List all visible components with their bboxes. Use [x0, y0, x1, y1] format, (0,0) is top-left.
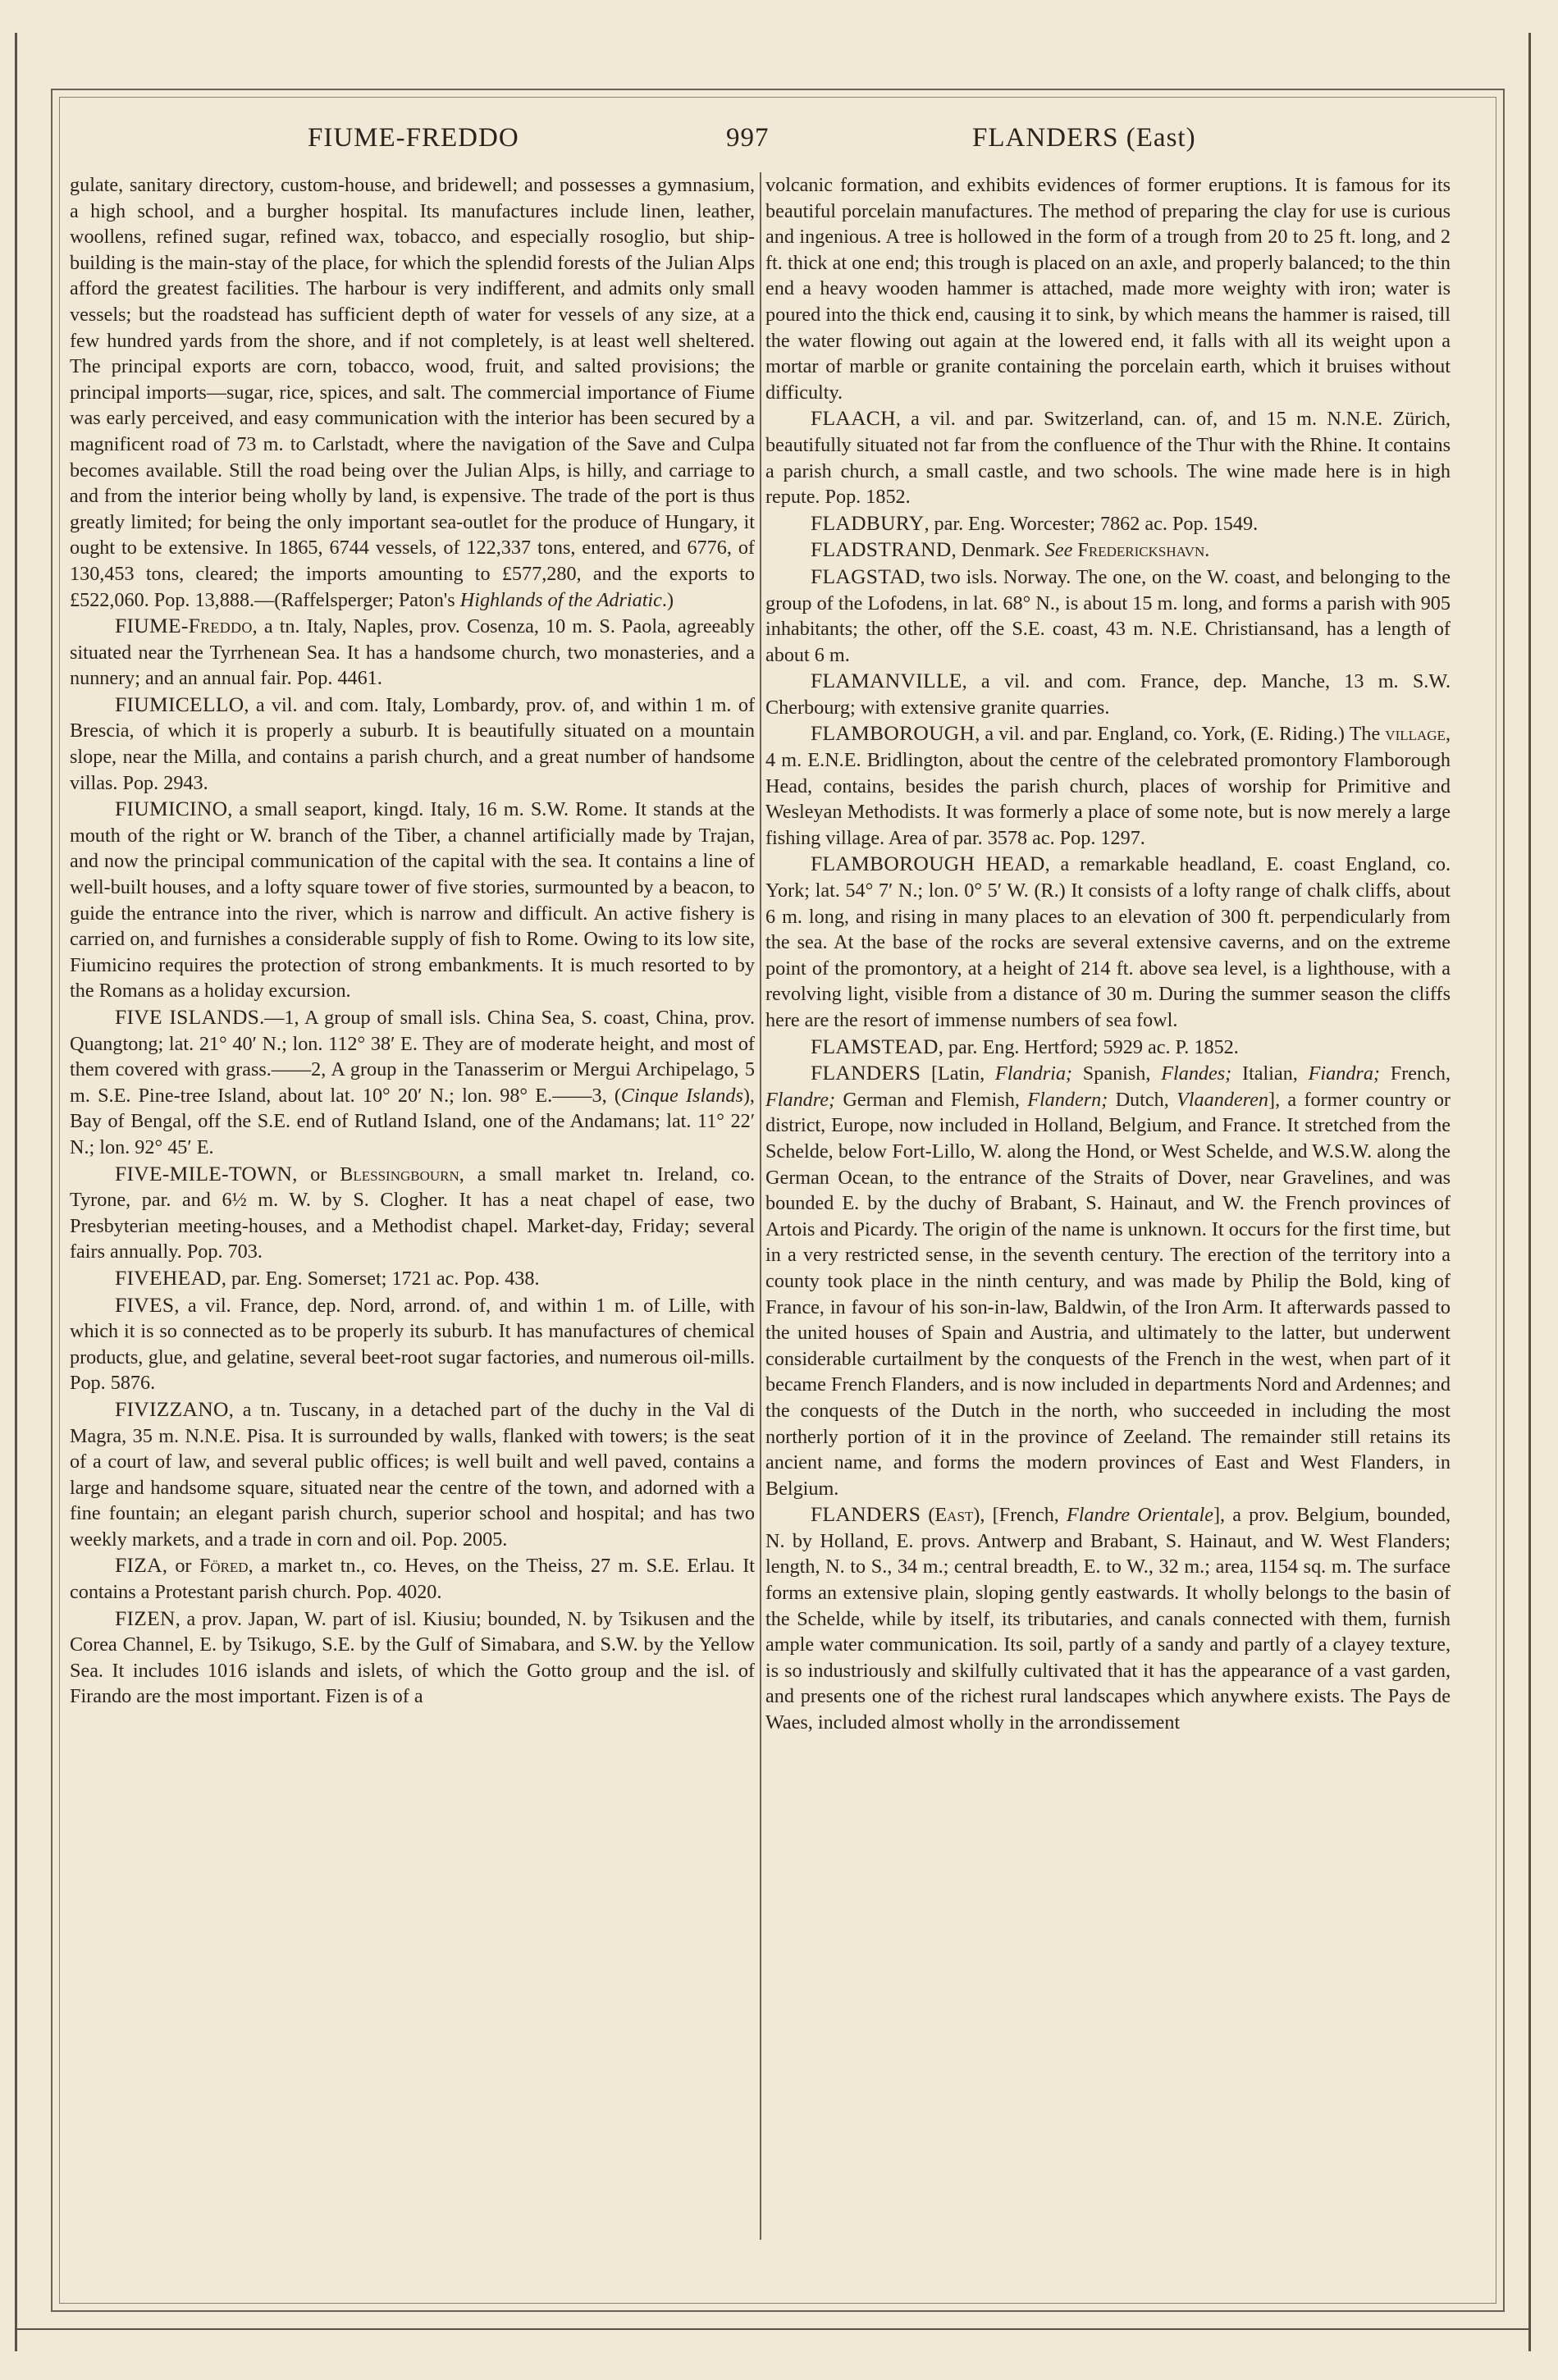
- headword: FLANDERS: [811, 1061, 921, 1085]
- headword: FLAACH: [811, 406, 896, 431]
- entry-fladstrand: FLADSTRAND, Denmark. See Frederickshavn.: [811, 537, 1210, 562]
- entry-flagstad: FLAGSTAD, two isls. Norway. The one, on the W. coast, and belonging to the group of the Lofodens, in lat. 68° N., is about 15 m. long, and forms a parish with 905 inhabitants; the other, off the S.E. coast, 43 m. N.E. Christiansand, has a length of about 6 m.: [765, 564, 1451, 666]
- entry-five-islands: FIVE ISLANDS.—1, A group of small isls. China Sea, S. coast, China, prov. Quangtong; lat. 21° 40′ N.; lon. 112° 38′ E. They are of moderate height, and most of them covered with grass.——2, A group in the Tanasserim or Mergui Archipelago, 5 m. S.E. Pine-tree Island, about lat. 10° 20′ N.; lon. 98° E.——3, (Cinque Islands), Bay of Bengal, off the S.E. end of Rutland Island, one of the Andamans; lat. 11° 22′ N.; lon. 92° 45′ E.: [70, 1005, 755, 1158]
- continued-paragraph: gulate, sanitary directory, custom-house, and bridewell; and possesses a gymnasium, a high school, and a burgher hospital. Its manufactures include linen, leather, woollens, refined sugar, refined wax, tobacco, and especially rosoglio, but ship-building is the main-stay of the place, for which the splendid forests of the Julian Alps afford the greatest facilities. The harbour is very indifferent, and admits only small vessels; but the roadstead has sufficient depth of water for vessels of any size, at a few hundred yards from the shore, and if not completely, is at least well sheltered. The principal exports are corn, tobacco, wood, fruit, and salted provisions; the principal imports—sugar, rice, spices, and salt. The commercial importance of Fiume was early perceived, and easy communication with the interior has been secured by a magnificent road of 73 m. to Carlstadt, where the navigation of the Save and Culpa becomes available. Still the road being over the Julian Alps, is hilly, and carriage to and from the interior being wholly by land, is expensive. The trade of the port is thus greatly limited; for being the only important sea-outlet for the produce of Hungary, it ought to be extensive. In 1865, 6744 vessels, of 122,337 tons, entered, and 6776, of 130,453 tons, cleared; the imports amounting to £577,280, and the exports to £522,060. Pop. 13,888.—(Raffelsperger; Paton's Highlands of the Adriatic.): [70, 174, 755, 611]
- headword: FLADBURY: [811, 510, 925, 535]
- entry-fiume-freddo: FIUME-Freddo, a tn. Italy, Naples, prov. Cosenza, 10 m. S. Paola, agreeably situated near the Tyrrhenean Sea. It has a handsome church, two monasteries, and a nunnery; and an annual fair. Pop. 4461.: [70, 614, 755, 690]
- bottom-rule: [15, 2328, 1531, 2330]
- headword: FIUMICINO: [115, 797, 228, 821]
- entry-fiza: FIZA, or Föred, a market tn., co. Heves, on the Theiss, 27 m. S.E. Erlau. It contains a Protestant parish church. Pop. 4020.: [70, 1553, 755, 1604]
- continued-paragraph: volcanic formation, and exhibits evidences of former eruptions. It is famous for its beautiful porcelain manufactures. The method of preparing the clay for use is curious and ingenious. A tree is hollowed in the form of a trough from 20 to 25 ft. long, and 2 ft. thick at one end; this trough is placed on an axle, and properly balanced; to the thin end a heavy wooden hammer is attached, made more weighty with iron; water is poured into the thick end, causing it to sink, by which means the hammer is raised, till the water flowing out again at the lowered end, it falls with all its weight upon a mortar of marble or granite containing the porcelain earth, which it bruises without difficulty.: [765, 174, 1451, 404]
- headword: FIVE-MILE-TOWN: [115, 1161, 293, 1185]
- entry-fives: FIVES, a vil. France, dep. Nord, arrond. of, and within 1 m. of Lille, with which it is so connected as to be properly its suburb. It has manufactures of chemical products, glue, and gelatine, several beet-root sugar factories, and numerous oil-mills. Pop. 5876.: [70, 1292, 755, 1395]
- entry-flanders: FLANDERS [Latin, Flandria; Spanish, Flandes; Italian, Fiandra; French, Flandre; German and Flemish, Flandern; Dutch, Vlaanderen], a former country or district, Europe, now included in Holland, Belgium, and France. It stretched from the Schelde, below Fort-Lillo, W. along the Hond, or West Schelde, and W.S.W. along the German Ocean, to the entrance of the Straits of Dover, near Gravelines, and was bounded E. by the duchy of Brabant, S. Hainaut, and W. the French provinces of Artois and Picardy. The origin of the name is unknown. It occurs for the first time, but in a very restricted sense, in the seventh century. The erection of the territory into a county took place in the ninth century, and was made by Philip the Bold, king of France, in favour of his son-in-law, Baldwin, of the Iron Arm. It afterwards passed to the united houses of Spain and Austria, and ultimately to the latter, but underwent considerable curtailment by the conquests of the French in the west, when part of it became French Flanders, and is now included in departments Nord and Ardennes; and the conquests of the Dutch in the north, who succeeded in including the most northerly portion of it in the province of Zeeland. The remainder still retains its ancient name, and forms the modern provinces of East and West Flanders, in Belgium.: [765, 1061, 1451, 1500]
- headword: FLANDERS: [811, 1502, 921, 1527]
- headword: FIZA: [115, 1553, 162, 1578]
- column-divider: [760, 172, 761, 2240]
- entry-flamanville: FLAMANVILLE, a vil. and com. France, dep. Manche, 13 m. S.W. Cherbourg; with extensive granite quarries.: [765, 669, 1451, 719]
- headword: FIVEHEAD: [115, 1265, 222, 1290]
- entry-fivehead: FIVEHEAD, par. Eng. Somerset; 1721 ac. Pop. 438.: [115, 1265, 540, 1290]
- headword: FLAMBOROUGH: [811, 721, 975, 746]
- entry-fiumicino: FIUMICINO, a small seaport, kingd. Italy, 16 m. S.W. Rome. It stands at the mouth of the right or W. branch of the Tiber, a channel artificially made by Trajan, and now the principal communication of the capital with the sea. It contains a line of well-built houses, and a lofty square tower of five stories, surmounted by a beacon, to guide the entrance into the river, which is narrow and difficult. An active fishery is carried on, and furnishes a considerable supply of fish to Rome. Owing to its low site, Fiumicino requires the protection of strong embankments. It is much resorted to by the Romans as a holiday excursion.: [70, 797, 755, 1003]
- header-left-catchword: FIUME-FREDDO: [308, 123, 519, 153]
- left-column: [70, 172, 755, 1710]
- header-right-catchword: FLANDERS (East): [972, 123, 1196, 153]
- headword: FLAGSTAD: [811, 564, 921, 588]
- entry-five-mile-town: FIVE-MILE-TOWN, or Blessingbourn, a small market tn. Ireland, co. Tyrone, par. and 6½ m. W. by S. Clogher. It has a neat chapel of ease, two Presbyterian meeting-houses, and a Methodist chapel. Market-day, Friday; several fairs annually. Pop. 703.: [70, 1161, 755, 1263]
- entry-flamborough: FLAMBOROUGH, a vil. and par. England, co. York, (E. Riding.) The village, 4 m. E.N.E. Bridlington, about the centre of the celebrated promontory Flamborough Head, contains, besides the parish church, places of worship for Primitive and Wesleyan Methodists. It was formerly a place of some note, but is now merely a large fishing village. Area of par. 3578 ac. Pop. 1297.: [765, 721, 1451, 849]
- entry-fivizzano: FIVIZZANO, a tn. Tuscany, in a detached part of the duchy in the Val di Magra, 35 m. N.N.E. Pisa. It is surrounded by walls, flanked with towers; is the seat of a court of law, and several public offices; is well built and well paved, contains a large and handsome square, situated near the centre of the town, and adorned with a fine fountain; an elegant parish church, superior school and hospital; and has two weekly markets, and a trade in corn and oil. Pop. 2005.: [70, 1396, 755, 1551]
- headword: FLAMANVILLE: [811, 669, 962, 693]
- entry-fiumicello: FIUMICELLO, a vil. and com. Italy, Lombardy, prov. of, and within 1 m. of Brescia, of which it is properly a suburb. It is beautifully situated on a mountain slope, near the Milla, and contains a parish church, and a great number of handsome villas. Pop. 2943.: [70, 692, 755, 794]
- headword: FIVES: [115, 1292, 175, 1317]
- entry-fladbury: FLADBURY, par. Eng. Worcester; 7862 ac. Pop. 1549.: [811, 510, 1259, 535]
- headword: FLAMSTEAD: [811, 1034, 939, 1058]
- entry-flamstead: FLAMSTEAD, par. Eng. Hertford; 5929 ac. P. 1852.: [811, 1034, 1239, 1058]
- headword: FLAMBOROUGH HEAD: [811, 852, 1045, 876]
- entry-fizen: FIZEN, a prov. Japan, W. part of isl. Kiusiu; bounded, N. by Tsikusen and the Corea Channel, E. by Tsikugo, S.E. by the Gulf of Simabara, and S.W. by the Yellow Sea. It includes 1016 islands and islets, of which the Gotto group and the isl. of Firando are the most important. Fizen is of a: [70, 1606, 755, 1708]
- headword: FIUMICELLO: [115, 692, 244, 716]
- headword: FIVIZZANO: [115, 1396, 229, 1421]
- entry-flamborough-head: FLAMBOROUGH HEAD, a remarkable headland, E. coast England, co. York; lat. 54° 7′ N.; lon. 0° 5′ W. (R.) It consists of a lofty range of chalk cliffs, about 6 m. long, and rising in many places to an elevation of 300 ft. perpendicularly from the sea. At the base of the rocks are several extensive caverns, and on the extreme point of the promontory, at a height of 214 ft. above sea level, is a lighthouse, with a revolving light, visible from a distance of 30 m. During the summer season the cliffs here are the resort of immense numbers of sea fowl.: [765, 852, 1451, 1031]
- entry-flanders-east: FLANDERS (East), [French, Flandre Orientale], a prov. Belgium, bounded, N. by Holland, E. provs. Antwerp and Brabant, S. Hainaut, and W. West Flanders; length, N. to S., 34 m.; central breadth, E. to W., 32 m.; area, 1154 sq. m. The surface forms an extensive plain, sloping gently eastwards. It wholly belongs to the basin of the Schelde, while by itself, its tributaries, and canals connected with them, furnish ample water communication. Its soil, partly of a sandy and partly of a clayey texture, is so industriously and skilfully cultivated that it has the appearance of a vast garden, and presents one of the richest rural landscapes which anywhere exists. The Pays de Waes, included almost wholly in the arrondissement: [765, 1502, 1451, 1734]
- running-header: [78, 123, 1473, 169]
- headword: FIZEN: [115, 1606, 176, 1630]
- headword: FIUME-: [115, 614, 189, 638]
- right-column: [765, 172, 1451, 1736]
- entry-flaach: FLAACH, a vil. and par. Switzerland, can. of, and 15 m. N.N.E. Zürich, beautifully situated not far from the confluence of the Thur with the Rhine. It contains a parish church, a small castle, and two schools. The wine made here is in high repute. Pop. 1852.: [765, 406, 1451, 509]
- page-number: 997: [726, 123, 770, 153]
- headword: FIVE ISLANDS: [115, 1005, 260, 1029]
- headword: FLADSTRAND: [811, 537, 952, 562]
